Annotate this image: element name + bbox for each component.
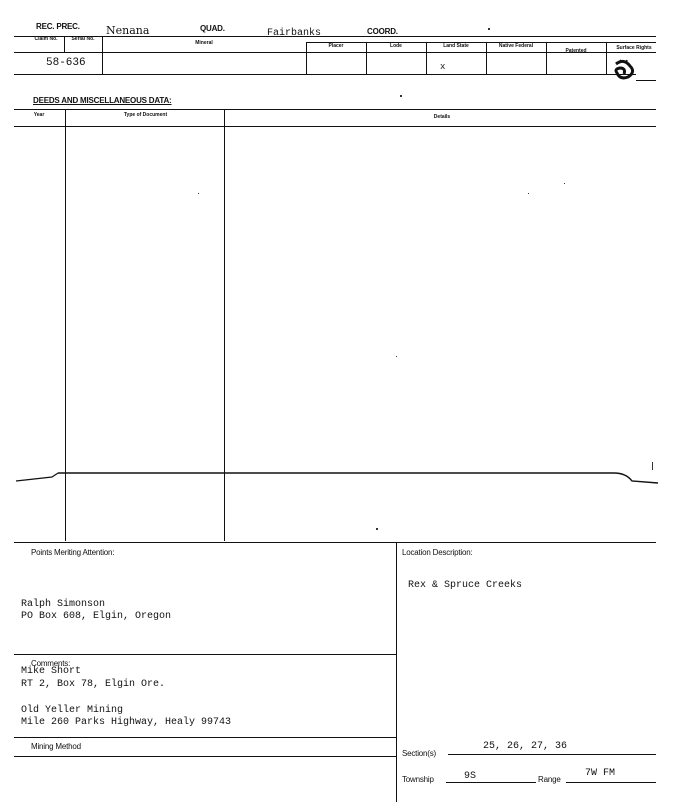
comments-line-4: Old Yeller Mining (21, 705, 124, 716)
fold-crease (14, 465, 660, 491)
col-surface-rights: Surface Rights (616, 45, 652, 51)
coord-label: COORD. (367, 27, 398, 36)
divider (64, 36, 65, 52)
location-label: Location Description: (402, 548, 473, 557)
points-line-1: Ralph Simonson (21, 599, 106, 610)
sections-value: 25, 26, 27, 36 (483, 741, 568, 752)
col-year: Year (33, 112, 45, 118)
sections-label: Section(s) (402, 749, 437, 758)
location-divider (396, 542, 397, 802)
quad-value: Fairbanks (267, 28, 322, 39)
col-land-state: Land State (443, 43, 469, 49)
sections-underline (448, 754, 656, 755)
divider (366, 42, 367, 75)
comments-line-5: Mile 260 Parks Highway, Healy 99743 (21, 717, 232, 728)
speck (376, 528, 378, 530)
points-label: Points Meriting Attention: (31, 548, 115, 557)
col-placer: Placer (328, 43, 344, 49)
header-top-rule (14, 36, 656, 37)
divider (102, 36, 103, 74)
township-underline (446, 782, 536, 783)
comments-line-1: Mike Short (21, 666, 82, 677)
header-bottom-rule (14, 74, 636, 75)
divider (306, 42, 307, 75)
speck (488, 28, 490, 30)
col-patented: Patented (565, 48, 587, 54)
comments-line-2: RT 2, Box 78, Elgin Ore. (21, 679, 166, 690)
rec-prec-value: Nenana (106, 24, 150, 37)
divider (606, 42, 607, 75)
lower-section-rule (14, 542, 656, 543)
township-value: 9S (464, 771, 477, 782)
mining-method-label: Mining Method (31, 742, 81, 751)
col-lode: Lode (390, 43, 402, 49)
points-line-2: PO Box 608, Elgin, Oregon (21, 611, 172, 622)
speck (198, 193, 199, 194)
mining-method-rule (14, 737, 396, 738)
claim-no-value: 58-636 (46, 57, 86, 69)
rec-prec-label: REC. PREC. (36, 22, 80, 31)
rule-tail (636, 80, 656, 81)
col-mineral: Mineral (195, 40, 213, 46)
col-native-federal: Native Federal (498, 43, 534, 49)
comments-rule (14, 654, 396, 655)
header-col-rule (14, 52, 656, 53)
deeds-header-rule (14, 126, 656, 127)
col-serial-no: Serial No. (71, 36, 95, 42)
location-value: Rex & Spruce Creeks (408, 580, 523, 591)
range-underline (566, 782, 656, 783)
divider (486, 42, 487, 75)
stamp-mark-icon (612, 58, 638, 80)
township-label: Township (402, 775, 434, 784)
deeds-top-rule (14, 109, 656, 110)
speck (400, 95, 402, 97)
header-sub-rule (306, 42, 656, 43)
speck (652, 462, 653, 470)
divider (426, 42, 427, 75)
col-type-of-document: Type of Document (123, 112, 168, 118)
comments-label: Comments: (31, 659, 71, 668)
col-claim-no: Claim No. (34, 36, 58, 42)
speck (396, 356, 397, 357)
speck (564, 183, 565, 184)
mining-method-bottom-rule (14, 756, 396, 757)
col-details: Details (433, 114, 451, 120)
speck (528, 193, 529, 194)
range-value: 7W FM (585, 768, 616, 779)
quad-label: QUAD. (200, 24, 225, 33)
land-state-mark: x (440, 62, 446, 72)
deeds-title: DEEDS AND MISCELLANEOUS DATA: (33, 96, 172, 105)
range-label: Range (538, 775, 561, 784)
divider (546, 42, 547, 75)
